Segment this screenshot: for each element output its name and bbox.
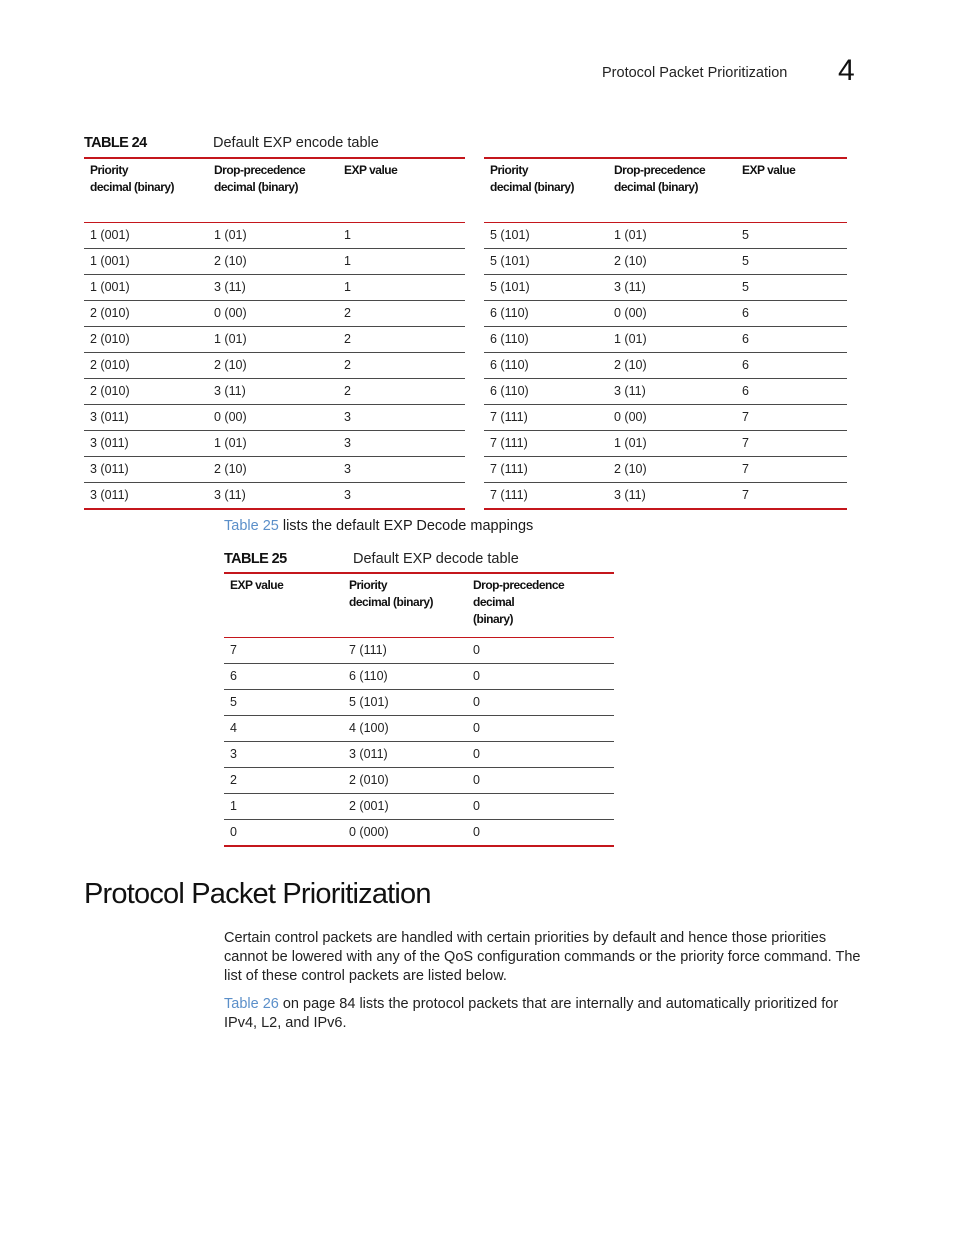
table-cell: 2 (010) xyxy=(84,300,208,326)
table-cell: 4 xyxy=(224,715,343,741)
table-cell: 0 (00) xyxy=(608,404,736,430)
table-cell: 6 xyxy=(736,326,847,352)
table25-label: TABLE 25 xyxy=(224,551,287,567)
table-cell: 3 (11) xyxy=(208,274,338,300)
table-cell: 2 (10) xyxy=(608,456,736,482)
table-row xyxy=(484,300,847,326)
table-row xyxy=(484,404,847,430)
table-cell: 0 xyxy=(224,819,343,846)
table-cell: 3 (011) xyxy=(84,404,208,430)
table-cell: 6 xyxy=(736,378,847,404)
table-cell: 7 (111) xyxy=(484,430,608,456)
table-cell: 7 (111) xyxy=(484,482,608,509)
table-cell: 1 (01) xyxy=(608,430,736,456)
table-cell: 1 (001) xyxy=(84,248,208,274)
table-cell: 0 (00) xyxy=(208,300,338,326)
table-cell: 0 xyxy=(467,793,614,819)
table-cell: 1 (01) xyxy=(208,222,338,248)
table-cell: 6 (110) xyxy=(484,300,608,326)
table-cell: 2 xyxy=(338,326,465,352)
table-cell: 2 (010) xyxy=(84,378,208,404)
table-cell: 1 (01) xyxy=(608,326,736,352)
column-header: Priority decimal (binary) xyxy=(84,158,208,222)
table26-link[interactable]: Table 26 xyxy=(224,996,279,1012)
table25-title: Default EXP decode table xyxy=(353,551,519,567)
table-cell: 7 xyxy=(736,456,847,482)
table-cell: 0 xyxy=(467,689,614,715)
table-row xyxy=(484,248,847,274)
paragraph-2-text: on page 84 lists the protocol packets that are internally and automatically prioritized for IPv4, L2, and IPv6. xyxy=(224,996,839,1031)
table-cell: 3 (11) xyxy=(608,274,736,300)
column-header: Drop-precedence decimal (binary) xyxy=(208,158,338,222)
table-cell: 3 (11) xyxy=(608,482,736,509)
table-cell: 1 xyxy=(338,274,465,300)
table-row xyxy=(484,222,847,248)
table24-right xyxy=(484,157,847,510)
table-cell: 7 xyxy=(736,404,847,430)
table-cell: 6 xyxy=(736,352,847,378)
table-cell: 1 xyxy=(224,793,343,819)
table-cell: 5 xyxy=(736,274,847,300)
table-cell: 2 xyxy=(224,767,343,793)
table-cell: 5 xyxy=(224,689,343,715)
table-row xyxy=(84,430,465,456)
table-cell: 3 (11) xyxy=(208,482,338,509)
table-cell: 3 (11) xyxy=(608,378,736,404)
table-cell: 2 (10) xyxy=(608,352,736,378)
table-cell: 6 xyxy=(736,300,847,326)
table-cell: 0 (00) xyxy=(608,300,736,326)
table25-link[interactable]: Table 25 xyxy=(224,518,279,534)
table24-title: Default EXP encode table xyxy=(213,135,379,151)
table-cell: 3 (11) xyxy=(208,378,338,404)
table-cell: 2 (10) xyxy=(208,352,338,378)
table-cell: 3 (011) xyxy=(84,430,208,456)
section-paragraph-2 xyxy=(224,995,872,1033)
table-cell: 5 xyxy=(736,248,847,274)
table-cell: 5 (101) xyxy=(484,248,608,274)
table-cell: 6 (110) xyxy=(484,326,608,352)
table-cell: 7 xyxy=(736,482,847,509)
table-cell: 2 (010) xyxy=(84,326,208,352)
table-row xyxy=(84,352,465,378)
table-cell: 6 (110) xyxy=(484,352,608,378)
table25-intro xyxy=(224,518,533,534)
table-cell: 1 (01) xyxy=(608,222,736,248)
table-cell: 1 (01) xyxy=(208,430,338,456)
table-row xyxy=(484,274,847,300)
table-cell: 2 xyxy=(338,378,465,404)
table-row xyxy=(84,482,465,509)
table-row xyxy=(484,482,847,509)
table-cell: 7 xyxy=(224,637,343,663)
table-cell: 0 xyxy=(467,715,614,741)
table-cell: 1 (001) xyxy=(84,274,208,300)
table-cell: 1 xyxy=(338,248,465,274)
table-row xyxy=(84,326,465,352)
column-header: Drop-precedence decimal (binary) xyxy=(608,158,736,222)
table-cell: 5 (101) xyxy=(484,274,608,300)
table-cell: 4 (100) xyxy=(343,715,467,741)
table-row xyxy=(224,715,614,741)
table-row xyxy=(484,378,847,404)
column-header: Priority decimal (binary) xyxy=(484,158,608,222)
table-cell: 7 (111) xyxy=(484,404,608,430)
column-header: EXP value xyxy=(338,158,465,222)
chapter-number: 4 xyxy=(838,54,855,87)
table-cell: 3 xyxy=(338,456,465,482)
table-cell: 3 (011) xyxy=(84,456,208,482)
table-row xyxy=(224,767,614,793)
table-row xyxy=(484,430,847,456)
column-header: Drop-precedence decimal (binary) xyxy=(467,573,614,637)
column-header: Priority decimal (binary) xyxy=(343,573,467,637)
table-row xyxy=(84,222,465,248)
table-cell: 6 (110) xyxy=(343,663,467,689)
table-cell: 5 (101) xyxy=(343,689,467,715)
table-row xyxy=(224,689,614,715)
table-cell: 0 xyxy=(467,741,614,767)
table-cell: 1 (01) xyxy=(208,326,338,352)
table-row xyxy=(84,300,465,326)
table-cell: 7 (111) xyxy=(343,637,467,663)
table-cell: 3 xyxy=(224,741,343,767)
table-row xyxy=(484,456,847,482)
table-cell: 0 xyxy=(467,819,614,846)
intro-text: lists the default EXP Decode mappings xyxy=(278,518,534,534)
table-cell: 1 (001) xyxy=(84,222,208,248)
table-cell: 1 xyxy=(338,222,465,248)
table-cell: 2 (10) xyxy=(208,248,338,274)
table-cell: 6 xyxy=(224,663,343,689)
table-row xyxy=(484,352,847,378)
running-header-title: Protocol Packet Prioritization xyxy=(602,65,788,81)
table-cell: 0 (000) xyxy=(343,819,467,846)
table-row xyxy=(224,637,614,663)
table-cell: 0 (00) xyxy=(208,404,338,430)
table-row xyxy=(484,326,847,352)
table24-label: TABLE 24 xyxy=(84,135,147,151)
table-cell: 2 (001) xyxy=(343,793,467,819)
section-paragraph-1: Certain control packets are handled with certain priorities by default and hence those priorities cannot be lowered with any of the QoS configuration commands or the priority force command. The list of these control packets are listed below. xyxy=(224,930,861,984)
table-row xyxy=(84,378,465,404)
table-row xyxy=(84,274,465,300)
table-cell: 7 (111) xyxy=(484,456,608,482)
table-cell: 3 xyxy=(338,430,465,456)
column-header: EXP value xyxy=(736,158,847,222)
table-row xyxy=(224,819,614,846)
table-cell: 2 (010) xyxy=(343,767,467,793)
table-cell: 5 (101) xyxy=(484,222,608,248)
table-cell: 0 xyxy=(467,663,614,689)
table-cell: 2 (10) xyxy=(208,456,338,482)
table-row xyxy=(84,456,465,482)
table-cell: 7 xyxy=(736,430,847,456)
table-cell: 3 xyxy=(338,404,465,430)
table-cell: 2 xyxy=(338,300,465,326)
table-cell: 0 xyxy=(467,767,614,793)
table25 xyxy=(224,572,614,847)
table-cell: 2 xyxy=(338,352,465,378)
table-cell: 3 (011) xyxy=(84,482,208,509)
table-row xyxy=(224,663,614,689)
table24-left xyxy=(84,157,465,510)
table-cell: 2 (10) xyxy=(608,248,736,274)
table-cell: 3 xyxy=(338,482,465,509)
table-cell: 2 (010) xyxy=(84,352,208,378)
table-cell: 5 xyxy=(736,222,847,248)
table-row xyxy=(84,248,465,274)
table-cell: 3 (011) xyxy=(343,741,467,767)
section-heading: Protocol Packet Prioritization xyxy=(84,878,431,910)
column-header: EXP value xyxy=(224,573,343,637)
table-row xyxy=(84,404,465,430)
table-row xyxy=(224,741,614,767)
table-cell: 0 xyxy=(467,637,614,663)
table-cell: 6 (110) xyxy=(484,378,608,404)
table-row xyxy=(224,793,614,819)
